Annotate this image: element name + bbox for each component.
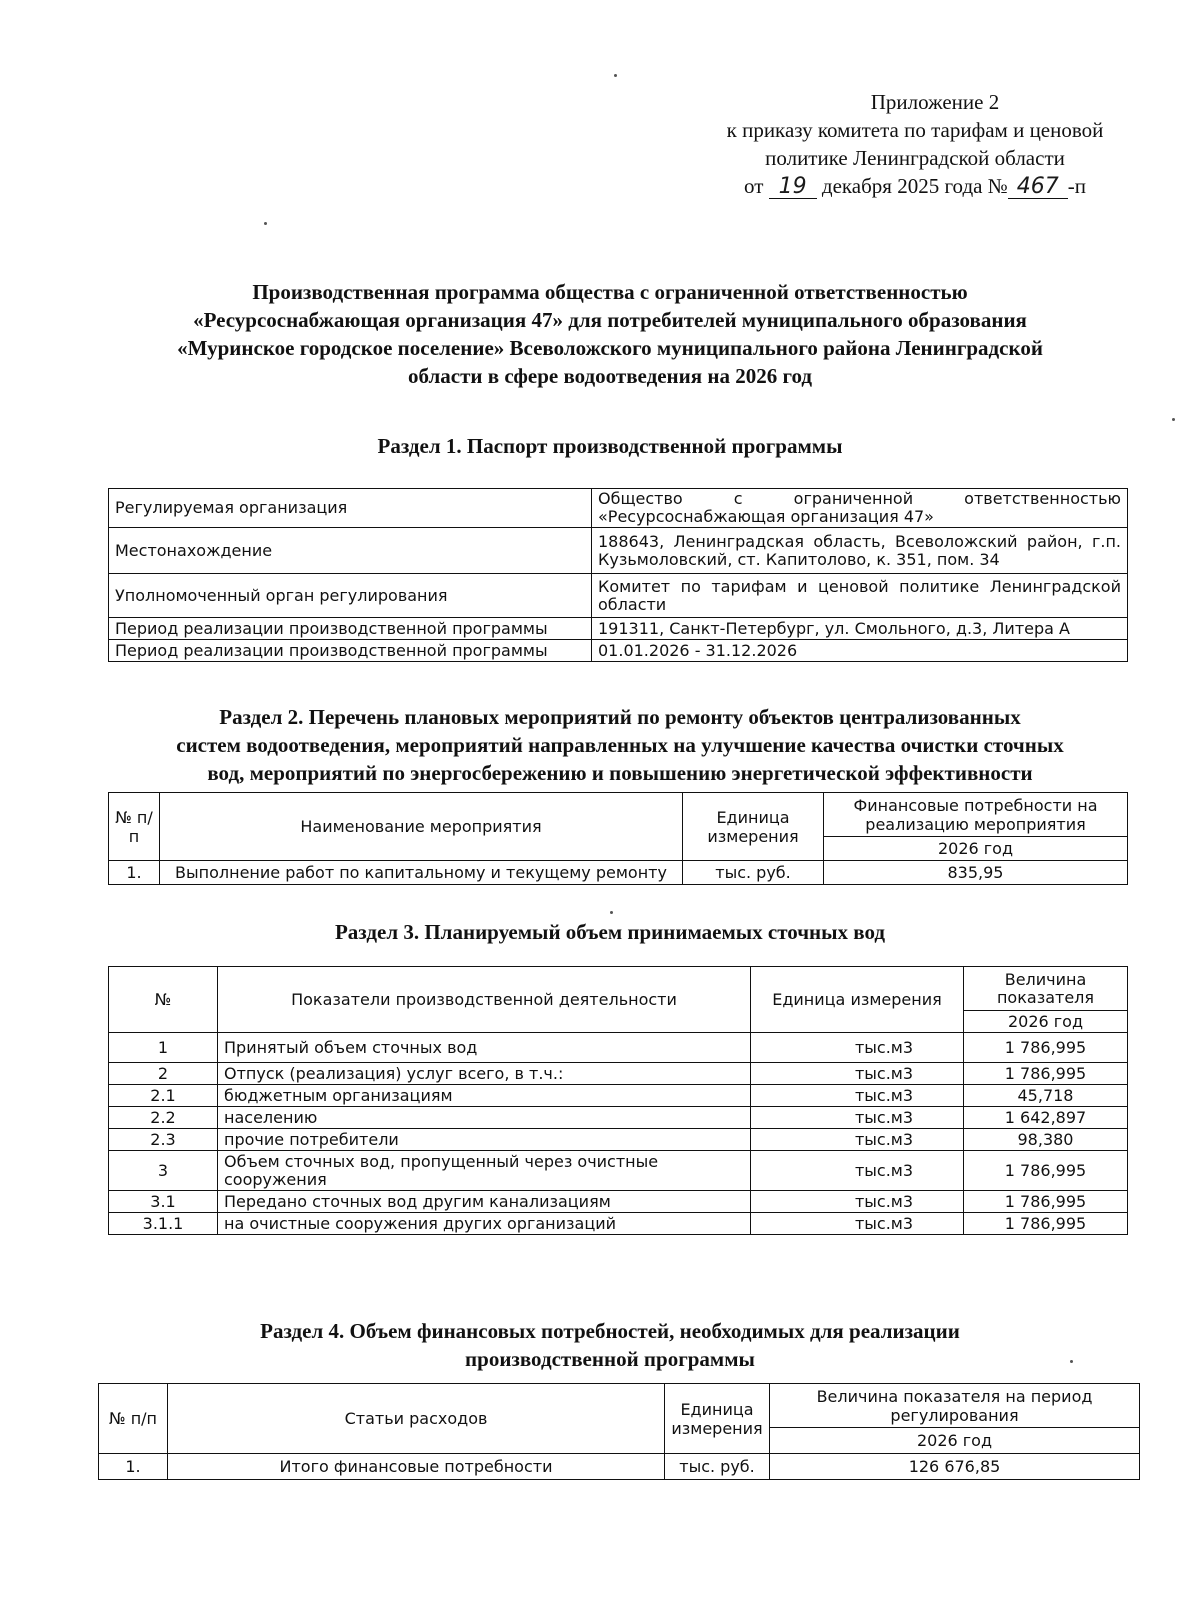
header-finance: Финансовые потребности на реализацию мероприятия (824, 793, 1128, 837)
cell-value: 835,95 (824, 861, 1128, 885)
cell-name: Выполнение работ по капитальному и текущему ремонту (160, 861, 683, 885)
table-row (109, 1107, 1128, 1129)
cell-unit: тыс.м3 (751, 1033, 964, 1063)
passport-value: Общество с ограниченной ответственностью «Ресурсоснабжающая организация 47» (592, 489, 1128, 528)
cell-unit: тыс.м3 (751, 1191, 964, 1213)
passport-value: 01.01.2026 - 31.12.2026 (592, 640, 1128, 662)
table-row (109, 1033, 1128, 1063)
passport-value: 188643, Ленинградская область, Всеволожский район, г.п. Кузьмоловский, ст. Капитолово, к. 351, пом. 34 (592, 528, 1128, 574)
cell-name: прочие потребители (218, 1129, 751, 1151)
passport-value: 191311, Санкт-Петербург, ул. Смольного, д.3, Литера А (592, 618, 1128, 640)
header-name: Статьи расходов (168, 1384, 665, 1454)
scan-speck (264, 222, 267, 225)
scan-speck (610, 911, 613, 914)
cell-num: 2.1 (109, 1085, 218, 1107)
table-row (109, 861, 1128, 885)
program-title-line: Производственная программа общества с ограниченной ответственностью (252, 280, 968, 304)
table-row (109, 1191, 1128, 1213)
table-row (109, 618, 1128, 640)
passport-label: Регулируемая организация (109, 489, 592, 528)
passport-label: Местонахождение (109, 528, 592, 574)
header-name: Показатели производственной деятельности (218, 967, 751, 1033)
appendix-order-ref: к приказу комитета по тарифам и ценовой (726, 118, 1104, 142)
table-row (109, 1151, 1128, 1191)
section4-title-line: Раздел 4. Объем финансовых потребностей, необходимых для реализации (260, 1319, 960, 1343)
cell-unit: тыс.м3 (751, 1063, 964, 1085)
passport-value: Комитет по тарифам и ценовой политике Ленинградской области (592, 574, 1128, 618)
header-name: Наименование мероприятия (160, 793, 683, 861)
table-row (109, 1213, 1128, 1235)
cell-name: бюджетным организациям (218, 1085, 751, 1107)
table-header-row (99, 1384, 1140, 1428)
header-year: 2026 год (824, 837, 1128, 861)
table-row (109, 1129, 1128, 1151)
section2-title (95, 703, 1145, 787)
table-row (109, 1063, 1128, 1085)
header-year: 2026 год (770, 1428, 1140, 1454)
header-year: 2026 год (964, 1011, 1128, 1033)
wastewater-volume-table (108, 966, 1128, 1235)
order-suffix: -п (1067, 174, 1086, 198)
section2-title-line: Раздел 2. Перечень плановых мероприятий по ремонту объектов централизованных (219, 705, 1021, 729)
cell-value: 126 676,85 (770, 1454, 1140, 1480)
cell-name: на очистные сооружения других организаций (218, 1213, 751, 1235)
table-row (109, 489, 1128, 528)
section4-title (110, 1317, 1110, 1373)
passport-table (108, 488, 1128, 662)
cell-name: Итого финансовые потребности (168, 1454, 665, 1480)
header-unit: Единица измерения (665, 1384, 770, 1454)
header-num: № п/п (109, 793, 160, 861)
cell-num: 2.3 (109, 1129, 218, 1151)
section1-title: Раздел 1. Паспорт производственной программы (377, 434, 843, 458)
appendix-committee: политике Ленинградской области (765, 146, 1065, 170)
section2-title-line: систем водоотведения, мероприятий направленных на улучшение качества очистки сточных (176, 733, 1064, 757)
handwritten-day: 19 (769, 176, 817, 199)
cell-unit: тыс. руб. (665, 1454, 770, 1480)
cell-name: Отпуск (реализация) услуг всего, в т.ч.: (218, 1063, 751, 1085)
order-prefix: от (744, 174, 764, 198)
cell-num: 1. (99, 1454, 168, 1480)
table-row (109, 574, 1128, 618)
header-value: Величина показателя (964, 967, 1128, 1011)
cell-unit: тыс. руб. (683, 861, 824, 885)
table-row (109, 640, 1128, 662)
program-title-line: «Муринское городское поселение» Всеволожского муниципального района Ленинградской (177, 336, 1043, 360)
cell-num: 3 (109, 1151, 218, 1191)
cell-num: 3.1.1 (109, 1213, 218, 1235)
cell-unit: тыс.м3 (751, 1151, 964, 1191)
order-middle: декабря 2025 года № (821, 174, 1008, 198)
scan-speck (614, 74, 617, 77)
cell-num: 2 (109, 1063, 218, 1085)
section2-title-line: вод, мероприятий по энергосбережению и повышению энергетической эффективности (207, 761, 1033, 785)
cell-value: 1 786,995 (964, 1151, 1128, 1191)
program-title-line: области в сфере водоотведения на 2026 год (407, 364, 812, 388)
cell-unit: тыс.м3 (751, 1085, 964, 1107)
header-unit: Единица измерения (683, 793, 824, 861)
cell-unit: тыс.м3 (751, 1129, 964, 1151)
header-num: № п/п (99, 1384, 168, 1454)
order-date-line (700, 172, 1130, 200)
cell-unit: тыс.м3 (751, 1213, 964, 1235)
cell-num: 3.1 (109, 1191, 218, 1213)
table-header-row (109, 793, 1128, 837)
cell-num: 1 (109, 1033, 218, 1063)
scan-speck (1172, 418, 1175, 421)
passport-label: Период реализации производственной программы (109, 640, 592, 662)
table-row (109, 1085, 1128, 1107)
table-row (99, 1454, 1140, 1480)
scan-speck (1070, 1360, 1073, 1363)
appendix-title: Приложение 2 (870, 90, 1000, 114)
handwritten-order-number: 467 (1008, 176, 1068, 199)
cell-value: 1 786,995 (964, 1213, 1128, 1235)
cell-value: 1 642,897 (964, 1107, 1128, 1129)
header-unit: Единица измерения (751, 967, 964, 1033)
cell-name: населению (218, 1107, 751, 1129)
cell-name: Принятый объем сточных вод (218, 1033, 751, 1063)
header-value: Величина показателя на период регулирования (770, 1384, 1140, 1428)
passport-label: Уполномоченный орган регулирования (109, 574, 592, 618)
cell-unit: тыс.м3 (751, 1107, 964, 1129)
cell-value: 45,718 (964, 1085, 1128, 1107)
cell-num: 2.2 (109, 1107, 218, 1129)
cell-name: Объем сточных вод, пропущенный через очистные сооружения (218, 1151, 751, 1191)
activities-table (108, 792, 1128, 885)
table-header-row (109, 967, 1128, 1011)
section4-title-line: производственной программы (465, 1347, 755, 1371)
header-num: № (109, 967, 218, 1033)
cell-name: Передано сточных вод другим канализациям (218, 1191, 751, 1213)
cell-value: 1 786,995 (964, 1191, 1128, 1213)
program-title (110, 278, 1110, 390)
appendix-header (700, 88, 1130, 200)
table-row (109, 528, 1128, 574)
passport-label: Период реализации производственной программы (109, 618, 592, 640)
cell-value: 1 786,995 (964, 1033, 1128, 1063)
cell-value: 1 786,995 (964, 1063, 1128, 1085)
cell-num: 1. (109, 861, 160, 885)
section3-title: Раздел 3. Планируемый объем принимаемых сточных вод (334, 920, 886, 944)
cell-value: 98,380 (964, 1129, 1128, 1151)
financial-needs-table (98, 1383, 1140, 1480)
program-title-line: «Ресурсоснабжающая организация 47» для потребителей муниципального образования (193, 308, 1027, 332)
